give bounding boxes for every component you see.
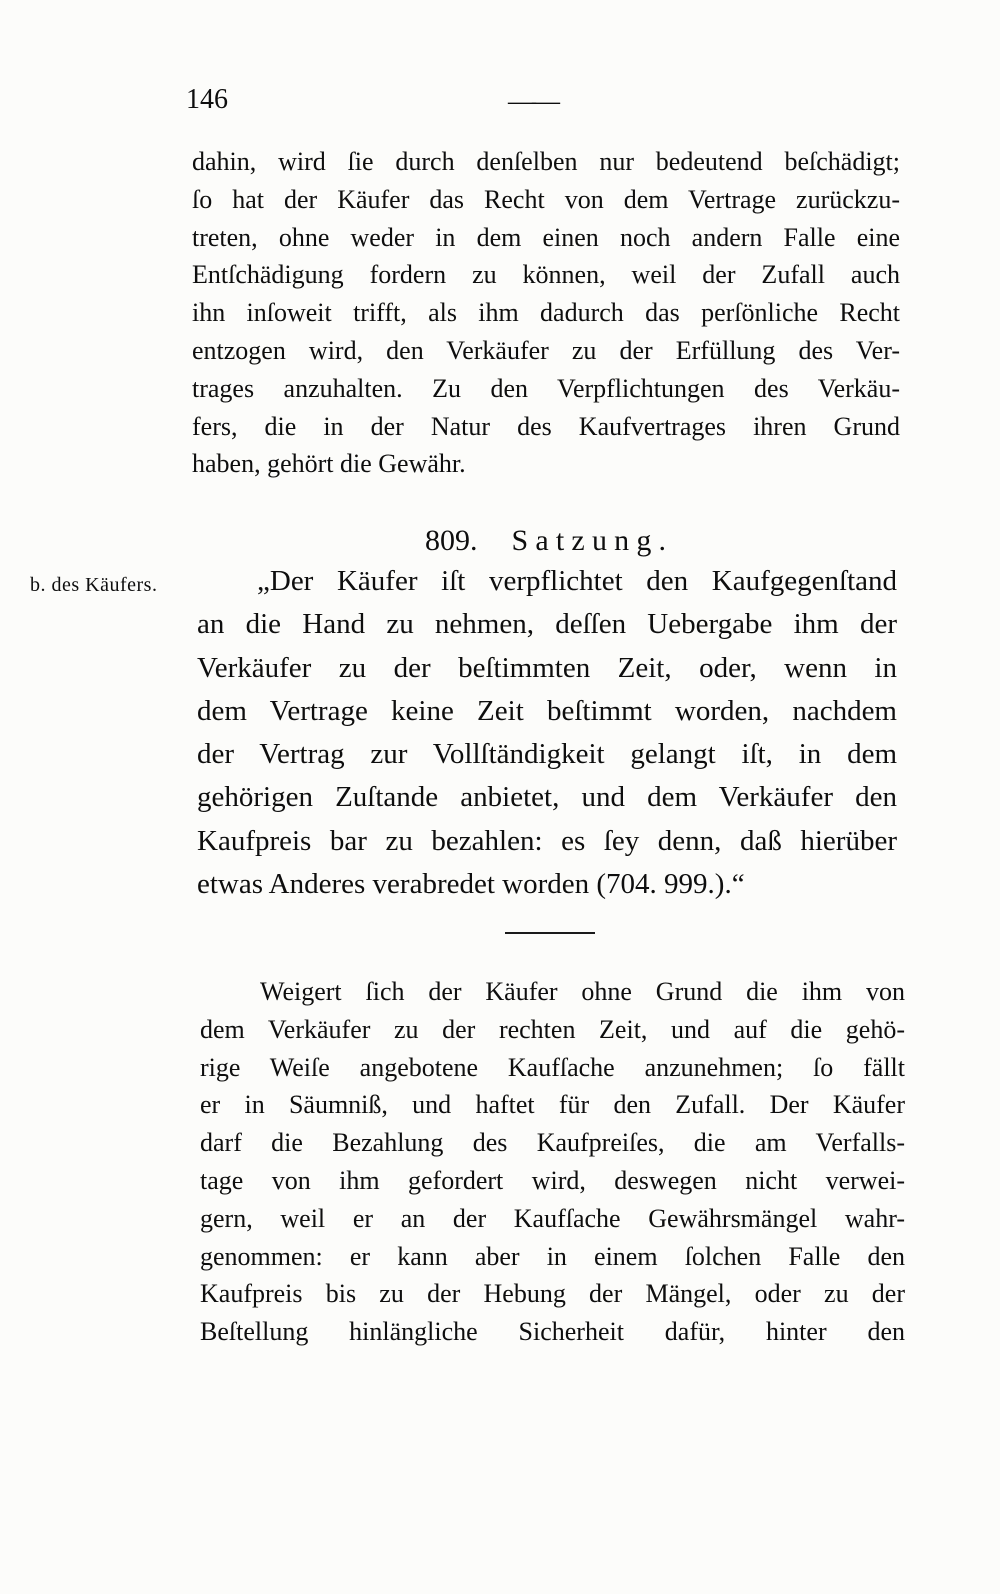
margin-note: b. des Käufers. bbox=[30, 574, 158, 596]
text-line: Kaufpreis bis zu der Hebung der Mängel, oder zu der bbox=[200, 1279, 905, 1309]
text-line: er in Säumniß, und haftet für den Zufall. Der Käufer bbox=[200, 1090, 905, 1120]
text-line: dahin, wird ſie durch denſelben nur bedeutend beſchädigt; bbox=[192, 147, 900, 176]
text-line: etwas Anderes verabredet worden (704. 999.).“ bbox=[197, 868, 745, 901]
text-line: Weigert ſich der Käufer ohne Grund die ihm von bbox=[260, 977, 905, 1006]
text-line: an die Hand zu nehmen, deſſen Uebergabe ihm der bbox=[197, 608, 897, 641]
text-line: ihn inſoweit trifft, als ihm dadurch das perſönliche Recht bbox=[192, 298, 900, 328]
commentary-paragraph bbox=[200, 973, 905, 1351]
text-line: treten, ohne weder in dem einen noch andern Falle eine bbox=[192, 222, 900, 252]
text-line: rige Weiſe angebotene Kaufſache anzunehmen; ſo fällt bbox=[200, 1052, 905, 1082]
text-line: entzogen wird, den Verkäufer zu der Erfüllung des Ver- bbox=[192, 335, 900, 365]
text-line: dem Vertrage keine Zeit beſtimmt worden, nachdem bbox=[197, 694, 897, 727]
text-line: Verkäufer zu der beſtimmten Zeit, oder, wenn in bbox=[197, 651, 897, 684]
text-line: ſo hat der Käufer das Recht von dem Vertrage zurückzu- bbox=[192, 184, 900, 214]
text-line: „Der Käufer iſt verpflichtet den Kaufgegenſtand bbox=[257, 565, 897, 597]
separator-rule bbox=[505, 932, 595, 934]
text-line: Kaufpreis bar zu bezahlen: es ſey denn, daß hierüber bbox=[197, 824, 897, 857]
text-line: darf die Bezahlung des Kaufpreiſes, die am Verfalls- bbox=[200, 1128, 905, 1158]
text-line: fers, die in der Natur des Kaufvertrages ihren Grund bbox=[192, 411, 900, 441]
text-line: trages anzuhalten. Zu den Verpflichtungen des Verkäu- bbox=[192, 373, 900, 403]
text-line: Beſtellung hinlängliche Sicherheit dafür, hinter den bbox=[200, 1317, 905, 1347]
text-line: Entſchädigung fordern zu können, weil der Zufall auch bbox=[192, 260, 900, 290]
continuation-paragraph bbox=[192, 143, 900, 483]
text-line: genommen: er kann aber in einem ſolchen Falle den bbox=[200, 1241, 905, 1271]
text-line: tage von ihm gefordert wird, deswegen nicht verwei- bbox=[200, 1165, 905, 1195]
page-number: 146 bbox=[186, 84, 228, 115]
text-line: gern, weil er an der Kaufſache Gewährsmängel wahr- bbox=[200, 1203, 905, 1233]
text-line: gehörigen Zuſtande anbietet, und dem Verkäufer den bbox=[197, 781, 897, 814]
text-line: der Vertrag zur Vollſtändigkeit gelangt iſt, in dem bbox=[197, 738, 897, 771]
text-line: dem Verkäufer zu der rechten Zeit, und auf die gehö- bbox=[200, 1014, 905, 1044]
text-line: haben, gehört die Gewähr. bbox=[192, 449, 466, 479]
section-title: Satzung. bbox=[511, 524, 674, 557]
section-heading bbox=[425, 520, 673, 562]
section-number: 809. bbox=[425, 524, 478, 557]
header-rule: —— bbox=[508, 86, 556, 117]
statute-paragraph bbox=[197, 560, 897, 906]
